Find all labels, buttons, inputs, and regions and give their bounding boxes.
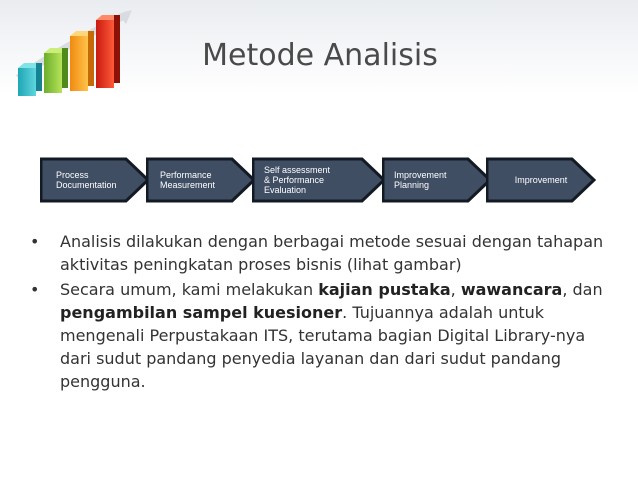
slide-title: Metode Analisis xyxy=(202,38,438,73)
bullet-bold-kajian-pustaka: kajian pustaka xyxy=(318,280,451,299)
flow-step-improvement-planning xyxy=(382,155,494,205)
bullet-text-part3: , dan xyxy=(562,280,603,299)
bullet-item-1 xyxy=(30,230,605,276)
bullet-symbol: • xyxy=(30,232,40,251)
flow-step-performance-measurement xyxy=(146,155,258,205)
flow-step-self-assessment xyxy=(252,155,388,205)
flow-step-process-documentation xyxy=(40,155,152,205)
bullet-list xyxy=(30,230,605,395)
bullet-text: Analisis dilakukan dengan berbagai metode sesuai dengan tahapan aktivitas peningkatan proses bisnis (lihat gambar) xyxy=(60,232,604,274)
flow-step-label: Process Documentation xyxy=(56,170,117,190)
flow-step-improvement xyxy=(486,155,598,205)
bullet-bold-pengambilan-sampel: pengambilan sampel kuesioner xyxy=(60,303,343,322)
bullet-text-part1: Secara umum, kami melakukan xyxy=(60,280,319,299)
bullet-text-part4: . Tujuannya adalah untuk mengenali Perpustakaan ITS, terutama bagian Digital Library-nya dari sudut pandang penyedia layanan dan dari sudut pandang pengguna. xyxy=(60,303,586,391)
bar-chart-logo-icon xyxy=(10,8,140,103)
bullet-symbol: • xyxy=(30,280,40,299)
bullet-item-2 xyxy=(30,278,605,393)
flow-step-label: Improvement Planning xyxy=(394,170,447,190)
flow-step-label: Performance Measurement xyxy=(160,170,216,190)
process-flow xyxy=(40,155,600,205)
bullet-bold-wawancara: wawancara xyxy=(460,280,563,299)
flow-step-label: Improvement xyxy=(514,175,568,185)
flow-step-label: Self assessment & Performance Evaluation xyxy=(264,165,331,195)
bullet-text-part2: , xyxy=(450,280,461,299)
